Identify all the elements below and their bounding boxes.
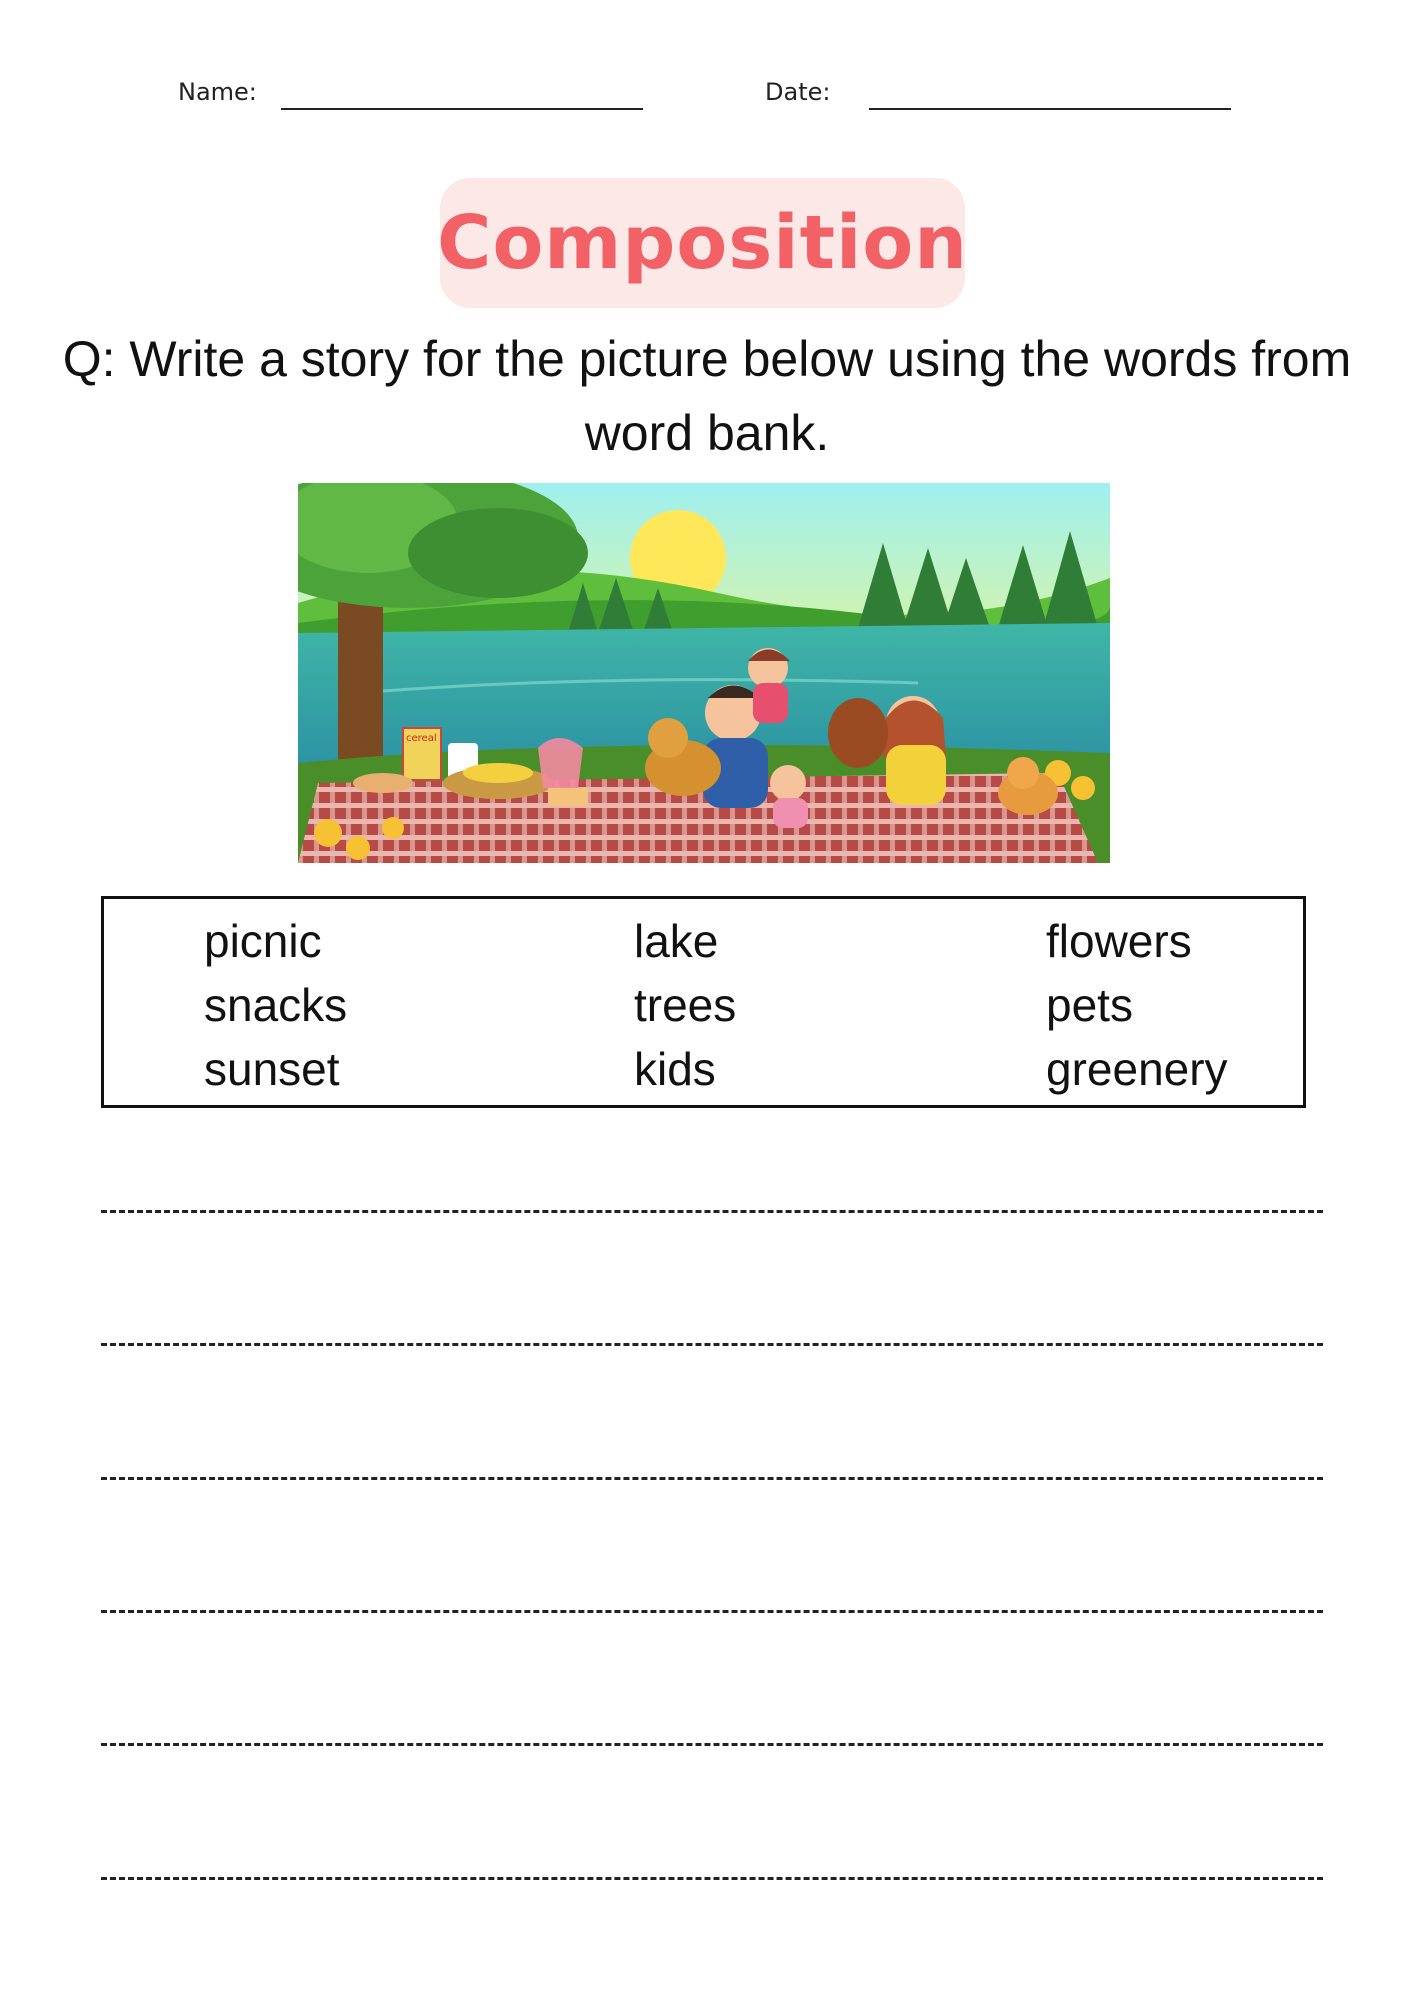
word-bank: [101, 896, 1306, 1108]
word-bank-item: picnic: [204, 915, 322, 967]
word-bank-column-2: [634, 909, 736, 1101]
picnic-scene-icon: [298, 483, 1110, 863]
word-bank-column-3: [1046, 909, 1228, 1101]
word-bank-item: kids: [634, 1043, 716, 1095]
writing-line[interactable]: [101, 1877, 1323, 1880]
name-label: Name:: [178, 78, 257, 106]
writing-line[interactable]: [101, 1477, 1323, 1480]
word-bank-item: sunset: [204, 1043, 340, 1095]
writing-line[interactable]: [101, 1743, 1323, 1746]
page-title: Composition: [437, 200, 968, 286]
word-bank-item: flowers: [1046, 915, 1192, 967]
word-bank-item: lake: [634, 915, 719, 967]
picnic-illustration: [298, 483, 1110, 863]
date-label: Date:: [765, 78, 831, 106]
word-bank-item: pets: [1046, 979, 1133, 1031]
writing-line[interactable]: [101, 1210, 1323, 1213]
word-bank-item: snacks: [204, 979, 348, 1031]
name-field-line[interactable]: [281, 108, 643, 110]
title-badge: [437, 178, 968, 308]
writing-line[interactable]: [101, 1343, 1323, 1346]
word-bank-column-1: [204, 909, 347, 1101]
date-field-line[interactable]: [869, 108, 1231, 110]
cereal-box-label: cereal: [406, 733, 437, 744]
word-bank-item: trees: [634, 979, 737, 1031]
question-text: Q: Write a story for the picture below using the words from word bank.: [62, 331, 1352, 461]
writing-line[interactable]: [101, 1610, 1323, 1613]
word-bank-item: greenery: [1046, 1043, 1228, 1095]
